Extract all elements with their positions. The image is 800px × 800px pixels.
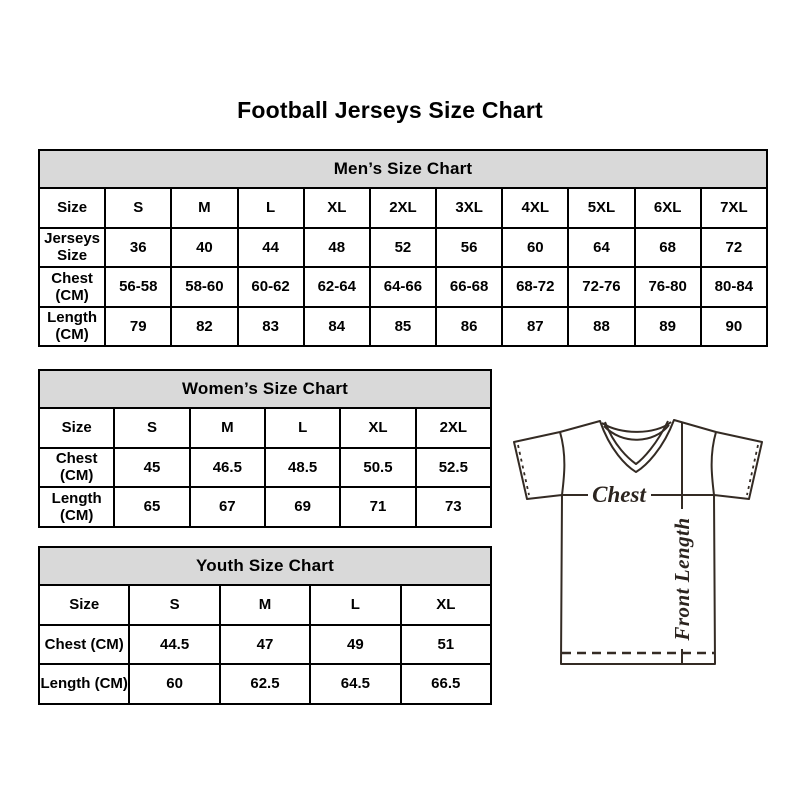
value-cell: 72 xyxy=(701,228,767,268)
table-row xyxy=(39,664,491,704)
value-cell: 49 xyxy=(310,625,400,665)
value-cell: 60 xyxy=(502,228,568,268)
size-header-cell: 5XL xyxy=(568,188,634,228)
size-header-cell: 4XL xyxy=(502,188,568,228)
size-header-cell: L xyxy=(238,188,304,228)
womens-size-table xyxy=(38,369,492,528)
value-cell: 69 xyxy=(265,487,340,527)
table-row xyxy=(39,267,767,307)
table-row xyxy=(39,585,491,625)
value-cell: 60 xyxy=(129,664,219,704)
table-title-cell: Women’s Size Chart xyxy=(39,370,491,408)
value-cell: 44.5 xyxy=(129,625,219,665)
value-cell: 87 xyxy=(502,307,568,347)
size-chart-table xyxy=(38,149,768,347)
table-row xyxy=(39,448,491,488)
value-cell: 73 xyxy=(416,487,491,527)
value-cell: 48 xyxy=(304,228,370,268)
table-row xyxy=(39,307,767,347)
row-label-cell: Length (CM) xyxy=(39,664,129,704)
value-cell: 68 xyxy=(635,228,701,268)
size-header-cell: S xyxy=(114,408,189,448)
collar-back-arc-1 xyxy=(602,422,671,432)
value-cell: 40 xyxy=(171,228,237,268)
row-label-cell: Chest (CM) xyxy=(39,267,105,307)
value-cell: 58-60 xyxy=(171,267,237,307)
value-cell: 64.5 xyxy=(310,664,400,704)
row-label-cell: Length (CM) xyxy=(39,307,105,347)
value-cell: 56 xyxy=(436,228,502,268)
value-cell: 72-76 xyxy=(568,267,634,307)
value-cell: 67 xyxy=(190,487,265,527)
row-label-cell: Length (CM) xyxy=(39,487,114,527)
value-cell: 65 xyxy=(114,487,189,527)
table-title-cell: Men’s Size Chart xyxy=(39,150,767,188)
table-row xyxy=(39,487,491,527)
row-label-cell: Size xyxy=(39,585,129,625)
value-cell: 76-80 xyxy=(635,267,701,307)
size-header-cell: XL xyxy=(304,188,370,228)
value-cell: 52 xyxy=(370,228,436,268)
row-label-cell: Jerseys Size xyxy=(39,228,105,268)
mens-size-table xyxy=(38,149,768,347)
youth-size-table xyxy=(38,546,492,705)
value-cell: 64-66 xyxy=(370,267,436,307)
value-cell: 44 xyxy=(238,228,304,268)
size-header-cell: 6XL xyxy=(635,188,701,228)
size-header-cell: L xyxy=(265,408,340,448)
row-label-cell: Chest (CM) xyxy=(39,625,129,665)
size-header-cell: 7XL xyxy=(701,188,767,228)
size-chart-table xyxy=(38,546,492,705)
size-header-cell: S xyxy=(129,585,219,625)
value-cell: 66-68 xyxy=(436,267,502,307)
value-cell: 56-58 xyxy=(105,267,171,307)
value-cell: 64 xyxy=(568,228,634,268)
size-chart-table xyxy=(38,369,492,528)
value-cell: 51 xyxy=(401,625,491,665)
value-cell: 36 xyxy=(105,228,171,268)
table-row xyxy=(39,228,767,268)
front-length-label: Front Length xyxy=(670,517,694,641)
value-cell: 88 xyxy=(568,307,634,347)
value-cell: 62-64 xyxy=(304,267,370,307)
value-cell: 84 xyxy=(304,307,370,347)
jersey-diagram-svg xyxy=(510,416,770,670)
jersey-outline xyxy=(514,420,762,664)
value-cell: 45 xyxy=(114,448,189,488)
size-header-cell: XL xyxy=(401,585,491,625)
size-header-cell: 3XL xyxy=(436,188,502,228)
table-row xyxy=(39,625,491,665)
value-cell: 60-62 xyxy=(238,267,304,307)
row-label-cell: Size xyxy=(39,408,114,448)
value-cell: 52.5 xyxy=(416,448,491,488)
table-row xyxy=(39,408,491,448)
size-header-cell: XL xyxy=(340,408,415,448)
table-title-cell: Youth Size Chart xyxy=(39,547,491,585)
size-header-cell: M xyxy=(220,585,310,625)
size-header-cell: M xyxy=(171,188,237,228)
value-cell: 83 xyxy=(238,307,304,347)
value-cell: 82 xyxy=(171,307,237,347)
jersey-measurement-diagram xyxy=(510,416,770,670)
value-cell: 90 xyxy=(701,307,767,347)
value-cell: 47 xyxy=(220,625,310,665)
value-cell: 89 xyxy=(635,307,701,347)
row-label-cell: Chest (CM) xyxy=(39,448,114,488)
value-cell: 66.5 xyxy=(401,664,491,704)
size-header-cell: M xyxy=(190,408,265,448)
table-row xyxy=(39,188,767,228)
value-cell: 71 xyxy=(340,487,415,527)
value-cell: 68-72 xyxy=(502,267,568,307)
value-cell: 86 xyxy=(436,307,502,347)
value-cell: 48.5 xyxy=(265,448,340,488)
size-header-cell: L xyxy=(310,585,400,625)
size-header-cell: 2XL xyxy=(416,408,491,448)
value-cell: 80-84 xyxy=(701,267,767,307)
size-header-cell: 2XL xyxy=(370,188,436,228)
value-cell: 79 xyxy=(105,307,171,347)
value-cell: 46.5 xyxy=(190,448,265,488)
size-header-cell: S xyxy=(105,188,171,228)
value-cell: 50.5 xyxy=(340,448,415,488)
page-title: Football Jerseys Size Chart xyxy=(237,97,543,123)
row-label-cell: Size xyxy=(39,188,105,228)
value-cell: 62.5 xyxy=(220,664,310,704)
chest-label: Chest xyxy=(592,482,646,507)
value-cell: 85 xyxy=(370,307,436,347)
